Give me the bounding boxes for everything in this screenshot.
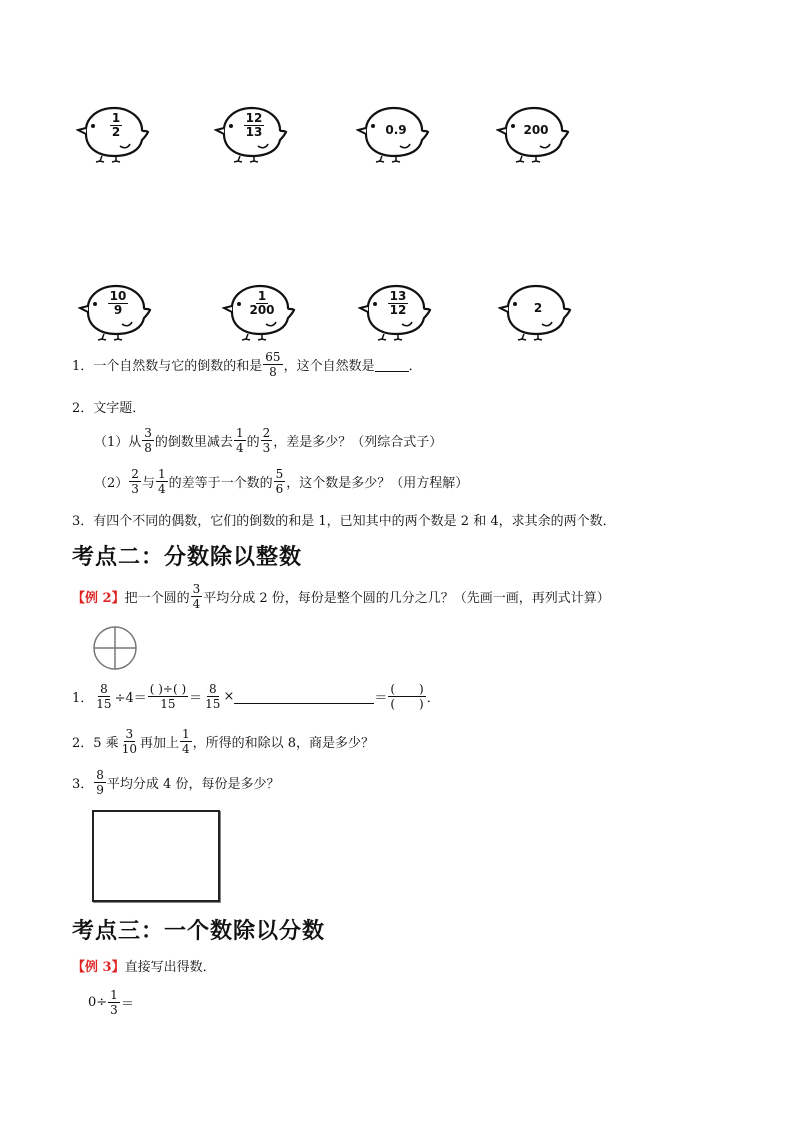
q2a-text-4: ，差是多少？（列综合式子）: [273, 435, 443, 450]
ex2-text-2: 平均分成 2 份，每份是整个圆的几分之几？（先画一画，再列式计算）: [203, 591, 610, 606]
s2q2-text-2: 再加上: [139, 736, 179, 751]
fraction: $\frac{2}{3}$: [131, 467, 139, 496]
fraction: $\frac{8}{9}$: [96, 768, 104, 797]
fraction: $\frac{1}{3}$: [110, 988, 118, 1017]
s2q3-text-2: 平均分成 4 份，每份是多少？: [106, 777, 280, 792]
example-tag: 【例 3】: [72, 960, 125, 975]
q1-text-2: ，这个自然数是: [283, 359, 375, 374]
q2-title: 2．文字题．: [72, 401, 146, 416]
bird-number: $\frac{13}{12}$: [389, 289, 407, 317]
s2q2-text: 2．5 乘: [72, 736, 119, 751]
fraction: $\frac{8}{15}$: [205, 682, 221, 711]
bird-card: [356, 104, 432, 164]
calc-item: [88, 988, 134, 1017]
bird-number: $\frac{1}{200}$: [249, 289, 275, 317]
s2q1-times: ×: [223, 689, 235, 704]
bird-number: 2: [533, 301, 543, 315]
s2q1-eq2: ＝: [374, 691, 388, 706]
answer-blank[interactable]: [234, 689, 374, 704]
bird-number: $\frac{1}{2}$: [111, 111, 121, 139]
q2b-text-2: 与: [141, 476, 155, 491]
s2-question-3: [72, 768, 279, 797]
s2q1-eq: ＝: [189, 691, 203, 706]
section-heading-2: 考点二：分数除以整数: [72, 545, 303, 570]
s2q3-text: 3．: [72, 777, 94, 792]
bird-card: [76, 104, 152, 164]
ex2-text: 把一个圆的: [124, 591, 190, 606]
fraction: $\frac{5}{6}$: [275, 467, 284, 496]
bird-card: [78, 282, 154, 342]
fraction: $\frac{8}{15}$: [96, 682, 112, 711]
example-tag: 【例 2】: [72, 591, 125, 606]
question-2-title: [72, 397, 145, 416]
bird-card: [358, 282, 434, 342]
example-2: [72, 582, 610, 611]
fraction: $\frac{1}{4}$: [235, 426, 244, 455]
question-2a: [94, 426, 442, 455]
section-heading-3: 考点三：一个数除以分数: [72, 919, 326, 944]
fraction[interactable]: $\frac{( )}{( )}$: [390, 682, 424, 711]
q2b-text: （2）: [94, 476, 129, 491]
q1-text: 1．一个自然数与它的倒数的和是: [72, 359, 263, 374]
answer-blank[interactable]: [375, 357, 409, 372]
q2b-text-4: ，这个数是多少？（用方程解）: [286, 476, 469, 491]
quartered-circle-diagram: [90, 625, 140, 671]
fraction: $\frac{1}{4}$: [157, 467, 166, 496]
bird-number: $\frac{10}{9}$: [109, 289, 127, 317]
s2q1-label: 1．: [72, 691, 94, 706]
calc-text: 0÷: [88, 995, 108, 1010]
fraction: $\frac{3}{8}$: [144, 426, 152, 455]
s2q1-op: ÷4＝: [114, 691, 147, 706]
q2a-text-3: 的: [246, 435, 260, 450]
calc-eq: ＝: [120, 997, 134, 1012]
fraction: $\frac{( )\div( )}{15}$: [149, 682, 187, 711]
q1-end: ．: [408, 359, 422, 374]
fraction: $\frac{3}{4}$: [192, 582, 201, 611]
ex3-text: 直接写出得数．: [124, 960, 216, 975]
q2b-text-3: 的差等于一个数的: [168, 476, 273, 491]
bird-card: [498, 282, 574, 342]
s2q1-end: ．: [426, 691, 440, 706]
q3-text: 3．有四个不同的偶数，它们的倒数的和是 1，已知其中的两个数是 2 和 4，求其余的两个数．: [72, 514, 616, 529]
drawing-box[interactable]: [92, 810, 220, 902]
fraction: $\frac{2}{3}$: [262, 426, 271, 455]
q2a-text: （1）从: [94, 435, 142, 450]
fraction: $\frac{3}{10}$: [121, 727, 137, 756]
question-1: [72, 350, 422, 379]
example-3: [72, 956, 216, 975]
bird-card: [496, 104, 572, 164]
bird-number: $\frac{12}{13}$: [245, 111, 263, 139]
bird-card: [222, 282, 298, 342]
question-2b: [94, 467, 468, 496]
question-3: [72, 510, 616, 529]
bird-number: 200: [523, 123, 549, 137]
bird-card: [214, 104, 290, 164]
fraction: $\frac{65}{8}$: [265, 350, 281, 379]
s2-question-1: [72, 682, 440, 711]
s2q2-text-3: ，所得的和除以 8，商是多少？: [192, 736, 375, 751]
bird-number: 0.9: [385, 123, 407, 137]
q2a-text-2: 的倒数里减去: [154, 435, 233, 450]
fraction: $\frac{1}{4}$: [181, 727, 190, 756]
s2-question-2: [72, 727, 374, 756]
